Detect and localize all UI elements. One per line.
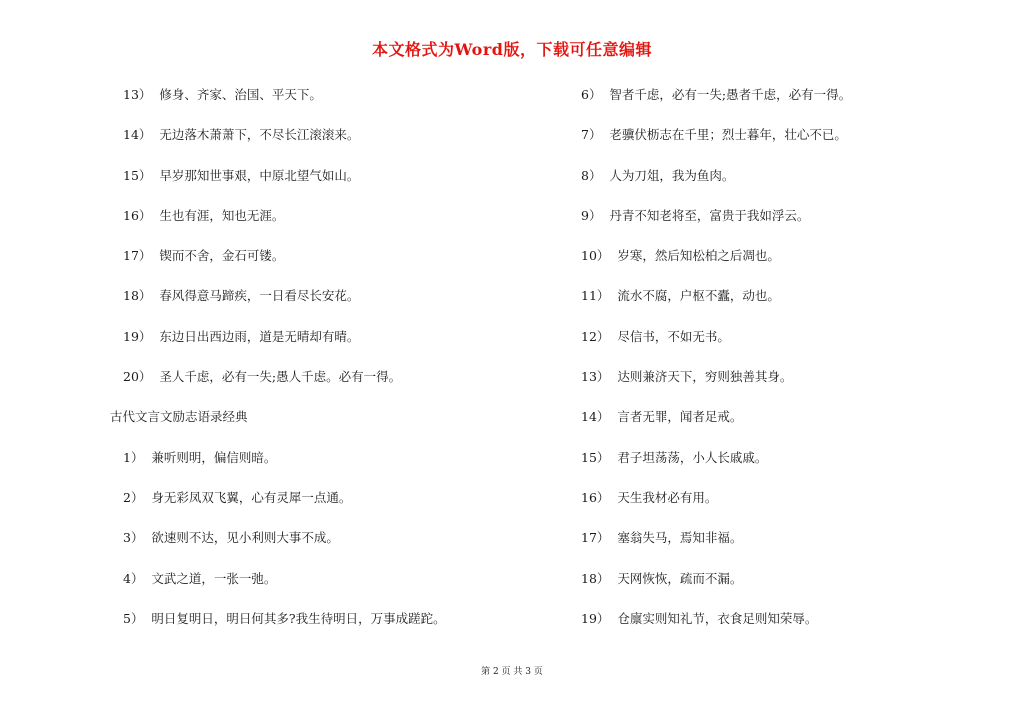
list-item <box>110 86 550 126</box>
item-text: 古代文言文励志语录经典 <box>110 409 248 425</box>
item-text: 流水不腐，户枢不蠹，动也。 <box>617 288 780 304</box>
list-item <box>578 368 998 408</box>
list-item <box>578 489 998 529</box>
item-number: 2） <box>123 489 144 505</box>
list-item <box>110 489 550 529</box>
item-text: 身无彩凤双飞翼，心有灵犀一点通。 <box>151 489 352 505</box>
right-column <box>578 86 998 650</box>
item-text: 生也有涯，知也无涯。 <box>159 207 285 223</box>
item-number: 7） <box>581 127 602 143</box>
item-text: 修身、齐家、治国、平天下。 <box>159 87 322 102</box>
list-item <box>578 86 998 126</box>
item-text: 无边落木萧萧下，不尽长江滚滚来。 <box>159 127 360 143</box>
item-text: 文武之道，一张一弛。 <box>151 570 277 586</box>
list-item <box>110 328 550 368</box>
list-item <box>578 287 998 327</box>
list-item <box>110 610 550 650</box>
page-footer: 第 2 页 共 3 页 <box>481 667 543 677</box>
list-item <box>578 408 998 448</box>
list-item <box>578 570 998 610</box>
item-number: 18） <box>581 570 610 586</box>
list-item <box>578 449 998 489</box>
list-item <box>578 126 998 166</box>
list-item <box>110 570 550 610</box>
list-item <box>578 167 998 207</box>
item-number: 20） <box>123 369 152 385</box>
item-number: 19） <box>581 610 610 626</box>
list-item <box>578 207 998 247</box>
item-number: 17） <box>581 530 610 546</box>
item-text: 天生我材必有用。 <box>617 489 718 505</box>
item-text: 圣人千虑，必有一失;愚人千虑。必有一得。 <box>159 369 402 385</box>
item-number: 19） <box>123 328 152 344</box>
item-number: 16） <box>581 489 610 505</box>
item-text: 春风得意马蹄疾，一日看尽长安花。 <box>159 288 360 304</box>
item-text: 丹青不知老将至，富贵于我如浮云。 <box>609 207 810 223</box>
item-number: 13） <box>123 87 152 102</box>
section-heading <box>110 408 550 448</box>
item-text: 达则兼济天下，穷则独善其身。 <box>617 369 793 385</box>
item-number: 11） <box>581 288 610 304</box>
item-text: 明日复明日，明日何其多?我生待明日，万事成蹉跎。 <box>151 610 446 626</box>
list-item <box>578 529 998 569</box>
item-text: 尽信书，不如无书。 <box>617 328 730 344</box>
item-text: 塞翁失马，焉知非福。 <box>617 530 743 546</box>
item-number: 18） <box>123 288 152 304</box>
item-text: 兼听则明，偏信则暗。 <box>151 449 277 465</box>
item-number: 9） <box>581 207 602 223</box>
item-text: 君子坦荡荡，小人长戚戚。 <box>617 449 768 465</box>
item-number: 10） <box>581 248 610 264</box>
item-number: 15） <box>581 449 610 465</box>
item-number: 17） <box>123 248 152 264</box>
item-number: 8） <box>581 167 602 183</box>
item-number: 6） <box>581 87 602 102</box>
list-item <box>110 247 550 287</box>
item-number: 12） <box>581 328 610 344</box>
item-number: 5） <box>123 610 144 626</box>
item-text: 岁寒，然后知松柏之后凋也。 <box>617 248 780 264</box>
item-text: 人为刀俎，我为鱼肉。 <box>609 167 735 183</box>
item-text: 锲而不舍，金石可镂。 <box>159 248 285 264</box>
item-text: 仓廪实则知礼节，衣食足则知荣辱。 <box>617 610 818 626</box>
item-number: 16） <box>123 207 152 223</box>
list-item <box>110 529 550 569</box>
item-text: 东边日出西边雨，道是无晴却有晴。 <box>159 328 360 344</box>
list-item <box>110 167 550 207</box>
list-item <box>110 449 550 489</box>
list-item <box>110 287 550 327</box>
list-item <box>110 368 550 408</box>
left-column <box>110 86 550 650</box>
list-item <box>110 126 550 166</box>
item-number: 15） <box>123 167 152 183</box>
item-number: 1） <box>123 449 144 465</box>
list-item <box>578 247 998 287</box>
item-number: 4） <box>123 570 144 586</box>
list-item <box>578 610 998 650</box>
list-item <box>110 207 550 247</box>
item-number: 14） <box>581 409 610 425</box>
item-text: 天网恢恢，疏而不漏。 <box>617 570 743 586</box>
item-text: 老骥伏枥志在千里；烈士暮年，壮心不已。 <box>609 127 847 143</box>
item-text: 早岁那知世事艰，中原北望气如山。 <box>159 167 360 183</box>
item-number: 3） <box>123 530 144 546</box>
item-text: 欲速则不达，见小利则大事不成。 <box>151 530 339 546</box>
list-item <box>578 328 998 368</box>
item-number: 13） <box>581 369 610 385</box>
item-number: 14） <box>123 127 152 143</box>
item-text: 智者千虑，必有一失;愚者千虑，必有一得。 <box>609 87 852 102</box>
item-text: 言者无罪，闻者足戒。 <box>617 409 743 425</box>
document-banner: 本文格式为Word版，下载可任意编辑 <box>372 40 652 59</box>
